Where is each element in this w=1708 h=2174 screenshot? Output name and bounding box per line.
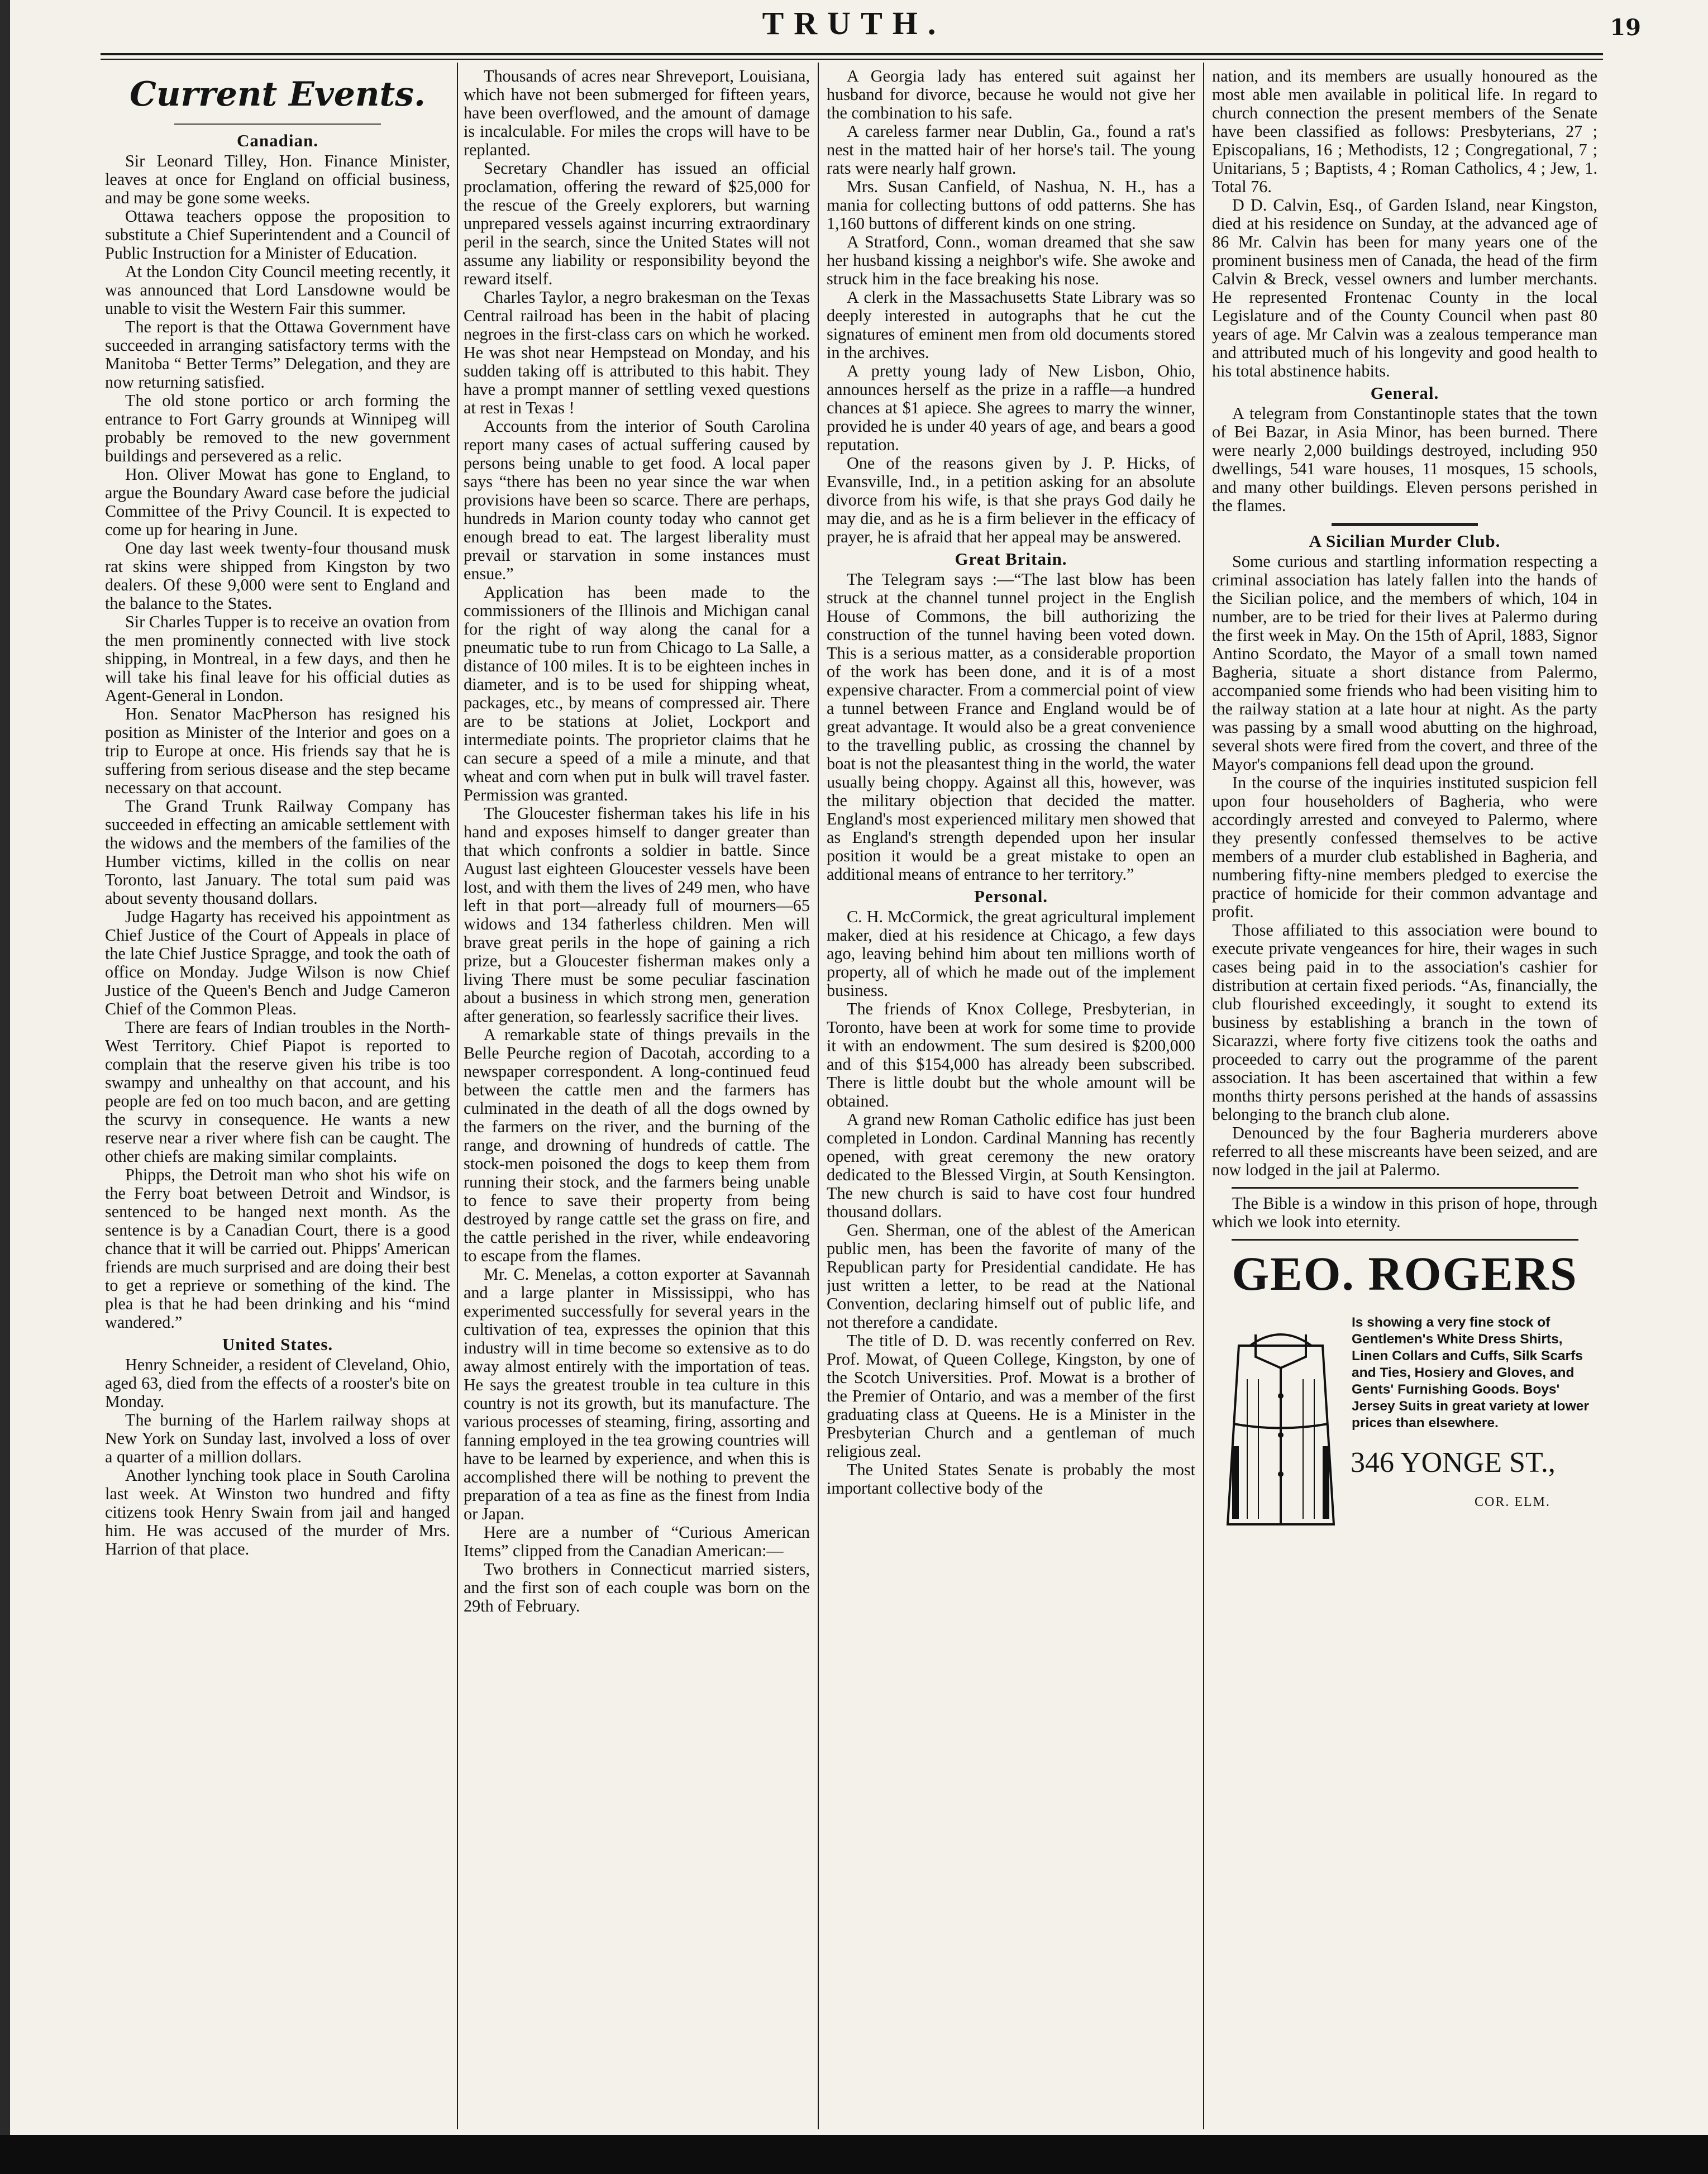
article-paragraph: Mr. C. Menelas, a cotton exporter at Savannah and a large planter in Mississippi, who has experimented successfully for several years in the cultivation of tea, expresses the opinion that this industry will in time become so extensive as to do away almost entirely with the importation of teas. He says the greatest trouble in tea culture in this country is not its growth, but its manufacture. The various processes of steaming, firing, assorting and fanning employed in the tea growing countries will have to be learned by experience, and when this is accomplished there will be nothing to prevent the preparation of a tea as fine as the finest from India or Japan.: [464, 1265, 810, 1523]
article-paragraph: C. H. McCormick, the great agricultural implement maker, died at his residence at Chicago, a few days ago, leaving behind him about ten millions worth of property, all of which he made out of the implement business.: [827, 907, 1195, 1000]
article-paragraph: A grand new Roman Catholic edifice has just been completed in London. Cardinal Manning has recently opened, with great ceremony the new oratory dedicated to the Blessed Virgin, at South Kensington. The new church is said to have cost four hundred thousand dollars.: [827, 1110, 1195, 1221]
advertisement-geo-rogers: [1212, 1247, 1597, 1538]
article-paragraph: The United States Senate is probably the most important collective body of the: [827, 1460, 1195, 1498]
article-paragraph: The title of D. D. was recently conferred on Rev. Prof. Mowat, of Queen College, Kingston, by one of the Scotch Universities. Prof. Mowat is a brother of the Premier of Ontario, and was a member of the first graduating class at Queens. He is a Minister in the Presbyterian Church and a gentleman of much religious zeal.: [827, 1331, 1195, 1461]
article-paragraph: One day last week twenty-four thousand musk rat skins were shipped from Kingston by two dealers. Of these 9,000 were sent to England and the balance to the States.: [105, 538, 450, 613]
section-separator: [1232, 1239, 1578, 1241]
article-paragraph: A clerk in the Massachusetts State Library was so deeply interested in autographs that he cut the signatures of eminent men from old documents stored in the archives.: [827, 288, 1195, 362]
article-paragraph: Judge Hagarty has received his appointment as Chief Justice of the Court of Appeals in place of the late Chief Justice Spragge, and took the oath of office on Monday. Judge Wilson is now Chief Justice of the Queen's Bench and Judge Cameron Chief of the Common Pleas.: [105, 907, 450, 1018]
article-paragraph: At the London City Council meeting recently, it was announced that Lord Lansdowne would be unable to visit the Western Fair this summer.: [105, 262, 450, 318]
column-1: [105, 67, 450, 2128]
masthead-rule: [101, 53, 1603, 55]
column-3: [827, 67, 1195, 2128]
article-paragraph: Ottawa teachers oppose the proposition to substitute a Chief Superintendent and a Council of Public Instruction for a Minister of Education.: [105, 207, 450, 263]
bible-quote: The Bible is a window in this prison of hope, through which we look into eternity.: [1212, 1194, 1597, 1231]
article-paragraph: In the course of the inquiries instituted suspicion fell upon four householders of Bagheria, who were accordingly arrested and conveyed to Palermo, where they presently confessed themselves to be active members of a murder club established in Bagheria, and numbering fifty-nine members pledged to exercise the practice of homicide for their common advantage and profit.: [1212, 773, 1597, 921]
section-heading-personal: Personal.: [974, 886, 1048, 906]
section-heading-general: General.: [1370, 383, 1439, 403]
scan-edge-shadow: [0, 0, 10, 2174]
article-paragraph: Another lynching took place in South Carolina last week. At Winston two hundred and fifty citizens took Henry Swain from jail and hanged him. He was accused of the murder of Mrs. Harrion of that place.: [105, 1466, 450, 1558]
article-paragraph: There are fears of Indian troubles in the North-West Territory. Chief Piapot is reported to complain that the reserve given his tribe is too swampy and unhealthy on that account, and his people are fed on too much bacon, and are getting the scurvy in consequence. He wants a new reserve near a river where fish can be caught. The other chiefs are making similar complaints.: [105, 1018, 450, 1166]
article-paragraph: Mrs. Susan Canfield, of Nashua, N. H., has a mania for collecting buttons of odd patterns. She has 1,160 buttons of different kinds on one string.: [827, 177, 1195, 233]
article-paragraph: The report is that the Ottawa Government have succeeded in arranging satisfactory terms with the Manitoba “ Better Terms” Delegation, and they are now returning satisfied.: [105, 317, 450, 392]
masthead-rule-thin: [101, 59, 1603, 60]
article-paragraph: A Stratford, Conn., woman dreamed that she saw her husband kissing a neighbor's wife. She awoke and struck him in the face breaking his nose.: [827, 232, 1195, 288]
ad-description: Is showing a very fine stock of Gentlemen's White Dress Shirts, Linen Collars and Cuffs, Silk Scarfs and Ties, Hosiery and Gloves, and Gents' Furnishing Goods. Boys' Jersey Suits in great variety at lower prices than elsewhere.: [1352, 1315, 1589, 1431]
article-paragraph: Gen. Sherman, one of the ablest of the American public men, has been the favorite of many of the Republican party for Presidential candidate. He has just written a letter, to be read at the National Convention, declaring himself out of public life, and not therefore a candidate.: [827, 1221, 1195, 1332]
article-paragraph: Phipps, the Detroit man who shot his wife on the Ferry boat between Detroit and Windsor, is sentenced to be hanged next month. As the sentence is by a Canadian Court, there is a good chance that it will be carried out. Phipps' American friends are much surprised and are doing their best to get a reprieve or something of the kind. The plea is that he had been drinking and his “mind wandered.”: [105, 1165, 450, 1332]
ad-address: 346 YONGE ST.,: [1351, 1447, 1556, 1479]
section-heading-canadian: Canadian.: [237, 131, 318, 150]
article-paragraph: The burning of the Harlem railway shops at New York on Sunday last, involved a loss of over a quarter of a million dollars.: [105, 1410, 450, 1466]
article-paragraph: D D. Calvin, Esq., of Garden Island, near Kingston, died at his residence on Sunday, at the advanced age of 86 Mr. Calvin has been for many years one of the prominent business men of Canada, the head of the firm Calvin & Breck, vessel owners and lumber merchants. He represented Frontenac County in the local Legislature and of the County Council when past 80 years of age. Mr Calvin was a zealous temperance man and attributed much of his longevity and good health to his total abstinence habits.: [1212, 196, 1597, 380]
article-paragraph: The old stone portico or arch forming the entrance to Fort Garry grounds at Winnipeg will probably be removed to the new government buildings and persevered as a relic.: [105, 391, 450, 465]
ad-corner: COR. ELM.: [1475, 1495, 1551, 1509]
article-paragraph: Denounced by the four Bagheria murderers above referred to all these miscreants have been seized, and are now lodged in the jail at Palermo.: [1212, 1123, 1597, 1179]
article-paragraph: Those affiliated to this association were bound to execute private vengeances for hire, their wages in such cases being paid in to the association's cashier for distribution at certain fixed periods. “As, financially, the club flourished exceedingly, it sought to extend its business by establishing a branch in the town of Sicarazzi, where forty five citizens took the oaths and proceeded to carry out the programme of the parent association. It has been ascertained that within a few months thirty persons perished at the hands of assassins belonging to the branch club alone.: [1212, 921, 1597, 1124]
article-paragraph: Thousands of acres near Shreveport, Louisiana, which have not been submerged for fifteen years, have been overflowed, and the amount of damage is incalculable. For miles the crops will have to be replanted.: [464, 67, 810, 159]
ad-title: GEO. ROGERS: [1232, 1247, 1578, 1300]
article-paragraph: Sir Charles Tupper is to receive an ovation from the men prominently connected with live stock shipping, in Montreal, in a few days, and then he will take his final leave for his official duties as Agent-General in London.: [105, 612, 450, 705]
article-paragraph: nation, and its members are usually honoured as the most able men available in political life. In regard to church connection the present members of the Senate have been classified as follows: Presbyterians, 27 ; Episcopalians, 16 ; Methodists, 12 ; Congregational, 7 ; Unitarians, 5 ; Baptists, 4 ; Roman Catholics, 4 ; Jew, 1. Total 76.: [1212, 67, 1597, 196]
article-paragraph: Here are a number of “Curious American Items” clipped from the Canadian American:—: [464, 1523, 810, 1560]
scan-bottom-edge: [0, 2135, 1708, 2174]
article-paragraph: Accounts from the interior of South Carolina report many cases of actual suffering caused by persons being unable to get food. A local paper says “there has been no year since the war when provisions have been so scarce. There are perhaps, hundreds in Marion county today who cannot get enough bread to eat. The largest liberality must prevail or starvation in some instances must ensue.”: [464, 417, 810, 583]
article-paragraph: Charles Taylor, a negro brakesman on the Texas Central railroad has been in the habit of placing negroes in the first-class cars on which he worked. He was shot near Hempstead on Monday, and his sudden taking off is attributed to this habit. They have a prompt manner of settling vexed questions at rest in Texas !: [464, 288, 810, 417]
article-paragraph: Sir Leonard Tilley, Hon. Finance Minister, leaves at once for England on official business, and may be gone some weeks.: [105, 151, 450, 207]
section-separator: [1332, 523, 1478, 526]
section-banner: Current Events.: [130, 75, 426, 114]
article-paragraph: Some curious and startling information respecting a criminal association has lately fallen into the hands of the Sicilian police, and the members of which, 104 in number, are to be tried for their lives at Palermo during the first week in May. On the 15th of April, 1883, Signor Antino Scordato, the Mayor of a small town named Bagheria, situate a short distance from Palermo, accompanied some friends who had been visiting him to the railway station at a late hour at night. As the party was passing by a small wood abutting on the highroad, several shots were fired from the covert, and three of the Mayor's companions fell dead upon the ground.: [1212, 552, 1597, 774]
column-4: [1212, 67, 1597, 2128]
article-paragraph: The Telegram says :—“The last blow has been struck at the channel tunnel project in the English House of Commons, the bill authorizing the construction of the tunnel having been voted down. This is a serious matter, as a considerable proportion of the work has been done, and it is of a most expensive character. From a commercial point of view a tunnel between France and England would be of great advantage. It would also be a great convenience to the travelling public, as crossing the channel by boat is not the pleasantest thing in the world, the water usually being choppy. Against all this, however, was the military objection that decided the matter. England's most experienced military men showed that as England's strength depended upon her insular position it would be a great mistake to open an additional means of entrance to her territory.”: [827, 570, 1195, 884]
masthead: [0, 0, 1708, 51]
article-paragraph: Two brothers in Connecticut married sisters, and the first son of each couple was born on the 29th of February.: [464, 1560, 810, 1615]
article-paragraph: A remarkable state of things prevails in the Belle Peurche region of Dacotah, according to a newspaper correspondent. A long-continued feud between the cattle men and the farmers has culminated in the death of all the dogs owned by the farmers on the river, and the burning of the range, and drowning of hundreds of cattle. The stock-men poisoned the dogs to keep them from running their stock, and the farmers being unable to fence to save their property from being destroyed by range cattle set the grass on fire, and the cattle perished in the river, while endeavoring to escape from the flames.: [464, 1025, 810, 1265]
article-paragraph: Hon. Oliver Mowat has gone to England, to argue the Boundary Award case before the judicial Committee of the Privy Council. It is expected to come up for hearing in June.: [105, 465, 450, 539]
column-divider: [1203, 63, 1204, 2129]
article-paragraph: A pretty young lady of New Lisbon, Ohio, announces herself as the prize in a raffle—a hundred chances at $1 apiece. She agrees to marry the winner, provided he is under 40 years of age, and bears a good reputation.: [827, 361, 1195, 454]
newspaper-title: TRUTH.: [762, 5, 946, 41]
column-2: [464, 67, 810, 2128]
article-paragraph: Secretary Chandler has issued an official proclamation, offering the reward of $25,000 for the rescue of the Greely explorers, but warning unprepared vessels against incurring extraordinary peril in the search, since the United States will not assume any liability or responsibility beyond the reward itself.: [464, 159, 810, 288]
article-paragraph: One of the reasons given by J. P. Hicks, of Evansville, Ind., in a petition asking for an absolute divorce from his wife, is that she prays God daily he may die, and as he is a firm believer in the efficacy of prayer, he is afraid that her appeal may be answered.: [827, 454, 1195, 546]
column-divider: [457, 63, 458, 2129]
section-heading-great-britain: Great Britain.: [955, 549, 1067, 569]
article-paragraph: Application has been made to the commissioners of the Illinois and Michigan canal for the right of way along the canal for a pneumatic tube to run from Chicago to La Salle, a distance of 100 miles. It is to be eighteen inches in diameter, and is to be used for shipping wheat, packages, etc., by means of compressed air. There are to be stations at Joliet, Lockport and intermediate points. The proprietor claims that he can secure a speed of a mile a minute, and that wheat and corn when put in bulk will travel faster. Permission was granted.: [464, 583, 810, 804]
section-separator: [1232, 1187, 1578, 1189]
article-paragraph: The Grand Trunk Railway Company has succeeded in effecting an amicable settlement with the widows and the members of the families of the Humber victims, killed in the collis on near Toronto, last January. The total sum paid was about seventy thousand dollars.: [105, 797, 450, 908]
article-paragraph: A careless farmer near Dublin, Ga., found a rat's nest in the matted hair of her horse's tail. The young rats were nearly half grown.: [827, 122, 1195, 178]
dress-shirt-illustration: [1216, 1312, 1345, 1536]
banner-ornament: [174, 115, 381, 125]
article-paragraph: A telegram from Constantinople states that the town of Bei Bazar, in Asia Minor, has been burned. There were nearly 2,000 buildings destroyed, including 950 dwellings, 541 ware houses, 11 mosques, 15 schools, and many other buildings. Eleven persons perished in the flames.: [1212, 404, 1597, 515]
section-heading-sicilian-murder-club: A Sicilian Murder Club.: [1309, 531, 1501, 551]
article-paragraph: The friends of Knox College, Presbyterian, in Toronto, have been at work for some time to provide it with an endowment. The sum desired is $200,000 and of this $154,000 has already been subscribed. There is little doubt but the whole amount will be obtained.: [827, 999, 1195, 1110]
article-paragraph: The Gloucester fisherman takes his life in his hand and exposes himself to danger greater than that which confronts a soldier in battle. Since August last eighteen Gloucester vessels have been lost, and with them the lives of 249 men, who have left in that port—already full of mourners—65 widows and 134 fatherless children. Men will brave great perils in the hope of gaining a rich prize, but a Gloucester fisherman makes only a living There must be some peculiar fascination about a business in which strong men, generation after generation, so fearlessly sacrifice their lives.: [464, 804, 810, 1026]
article-paragraph: A Georgia lady has entered suit against her husband for divorce, because he would not give her the combination to his safe.: [827, 67, 1195, 122]
column-divider: [818, 63, 819, 2129]
page-number: 19: [1610, 15, 1641, 41]
article-paragraph: Hon. Senator MacPherson has resigned his position as Minister of the Interior and goes on a trip to Europe at once. His friends say that he is suffering from serious disease and the step became necessary on that account.: [105, 704, 450, 797]
article-paragraph: Henry Schneider, a resident of Cleveland, Ohio, aged 63, died from the effects of a rooster's bite on Monday.: [105, 1355, 450, 1411]
section-heading-united-states: United States.: [222, 1334, 333, 1354]
